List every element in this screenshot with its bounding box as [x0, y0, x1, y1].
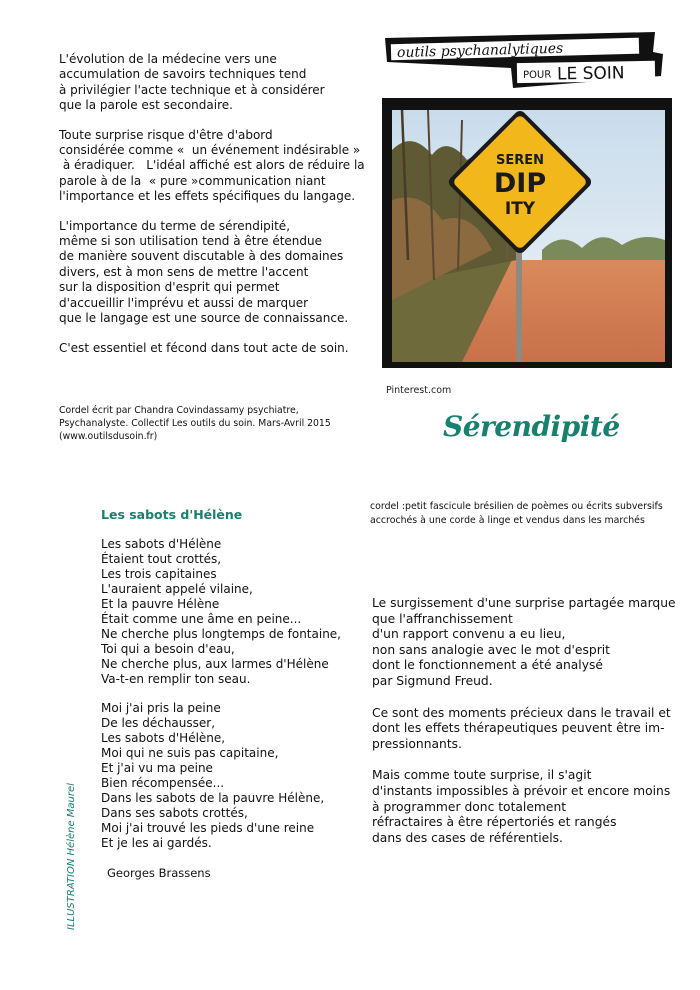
text-line: Va-t-en remplir ton seau.: [101, 672, 251, 686]
illustration-credit: ILLUSTRATION Hélène Maurel: [66, 783, 77, 930]
text-line: Mais comme toute surprise, il s'agit: [372, 768, 592, 783]
text-line: Était comme une âme en peine...: [101, 612, 302, 626]
text-line: Étaient tout crottés,: [101, 552, 222, 566]
text-line: Cordel écrit par Chandra Covindassamy psychiatre,: [59, 405, 299, 416]
text-line: Les sabots d'Hélène: [101, 537, 222, 551]
text-line: dans des cases de référentiels.: [372, 830, 563, 845]
poem-stanza: [101, 701, 341, 851]
poem-title: Les sabots d'Hélène: [101, 507, 243, 522]
text-line: par Sigmund Freud.: [372, 673, 493, 688]
text-line: de manière souvent discutable à des domaines: [59, 249, 344, 264]
right-column-text: [372, 596, 676, 862]
text-line: pressionnants.: [372, 736, 462, 751]
text-line: sur la disposition d'esprit qui permet: [59, 280, 280, 295]
text-line: Et j'ai vu ma peine: [101, 761, 213, 775]
text-line: parole à de la « pure »communication niant: [59, 173, 326, 188]
intro-text: [59, 52, 365, 370]
text-line: même si son utilisation tend à être étendue: [59, 234, 323, 249]
text-line: Ne cherche plus, aux larmes d'Hélène: [101, 657, 329, 671]
text-line: considérée comme « un événement indésirable »: [59, 143, 361, 158]
text-line: accrochés à une corde à linge et vendus dans les marchés: [370, 515, 645, 526]
intro-paragraph: [59, 127, 365, 205]
banner-line1: outils psychanalytiques: [396, 40, 564, 62]
text-line: (www.outilsdusoin.fr): [59, 430, 158, 442]
right-paragraph: [372, 706, 676, 753]
intro-paragraph: [59, 219, 349, 327]
text-line: non sans analogie avec le mot d'esprit: [372, 642, 610, 657]
text-line: Bien récompensée...: [101, 776, 225, 790]
text-line: d'un rapport convenu a eu lieu,: [372, 627, 566, 642]
text-line: dont les effets thérapeutiques peuvent être im-: [372, 721, 665, 736]
poem-stanza: [101, 537, 341, 687]
text-line: Dans ses sabots crottés,: [101, 806, 248, 820]
sign-line1: SEREN: [495, 153, 545, 168]
text-line: à programmer donc totalement: [372, 799, 567, 814]
text-line: Et la pauvre Hélène: [101, 597, 220, 611]
text-line: Les sabots d'Hélène,: [101, 731, 226, 745]
text-line: d'accueillir l'imprévu et aussi de marquer: [59, 295, 309, 310]
intro-paragraph: [59, 52, 349, 114]
poem-text: [101, 537, 341, 865]
serendipity-road-sign-photo: [392, 110, 665, 362]
text-line: divers, est à mon sens de mettre l'accent: [59, 264, 309, 279]
cordel-definition: [370, 500, 670, 528]
text-line: à privilégier l'acte technique et à considérer: [59, 82, 325, 97]
text-line: Moi qui ne suis pas capitaine,: [101, 746, 279, 760]
text-line: réfractaires à être répertoriés et rangés: [372, 815, 617, 830]
text-line: que la parole est secondaire.: [59, 98, 233, 113]
text-line: que l'affranchissement: [372, 611, 513, 626]
text-line: dont le fonctionnement a été analysé: [372, 658, 603, 673]
text-line: Ce sont des moments précieux dans le travail et: [372, 705, 671, 720]
text-line: De les déchausser,: [101, 716, 216, 730]
text-line: Psychanalyste. Collectif Les outils du soin. Mars-Avril 2015: [59, 417, 331, 429]
brand-banner: [383, 32, 665, 90]
text-line: L'importance du terme de sérendipité,: [59, 218, 291, 233]
banner-le-soin: LE SOIN: [556, 63, 625, 85]
text-line: cordel :petit fascicule brésilien de poèmes ou écrits subversifs: [370, 501, 663, 512]
text-line: Ne cherche plus longtemps de fontaine,: [101, 627, 341, 641]
text-line: Et je les ai gardés.: [101, 836, 212, 850]
text-line: que le langage est une source de connaissance.: [59, 311, 349, 326]
banner-pour: POUR: [522, 69, 552, 82]
text-line: Les trois capitaines: [101, 567, 217, 581]
photo-credit: Pinterest.com: [386, 385, 452, 396]
text-line: d'instants impossibles à prévoir et encore moins: [372, 783, 671, 798]
text-line: accumulation de savoirs techniques tend: [59, 67, 307, 82]
text-line: Toi qui a besoin d'eau,: [101, 642, 235, 656]
text-line: L'évolution de la médecine vers une: [59, 52, 277, 66]
main-title: Sérendipité: [443, 410, 620, 443]
text-line: Toute surprise risque d'être d'abord: [59, 127, 273, 142]
right-paragraph: [372, 768, 676, 846]
text-line: Dans les sabots de la pauvre Hélène,: [101, 791, 325, 805]
sign-line2: DIP: [493, 168, 547, 199]
sign-line3: ITY: [504, 199, 536, 219]
text-line: à éradiquer. L'idéal affiché est alors de réduire la: [59, 158, 365, 173]
text-line: Le surgissement d'une surprise partagée marque: [372, 596, 676, 610]
text-line: L'auraient appelé vilaine,: [101, 582, 253, 596]
author-credit: [59, 405, 329, 443]
text-line: l'importance et les effets spécifiques du langage.: [59, 189, 356, 204]
right-paragraph: [372, 596, 676, 690]
text-line: Moi j'ai trouvé les pieds d'une reine: [101, 821, 315, 835]
text-line: Moi j'ai pris la peine: [101, 701, 221, 715]
poem-author: Georges Brassens: [107, 866, 211, 880]
intro-paragraph: [59, 341, 349, 356]
text-line: C'est essentiel et fécond dans tout acte de soin.: [59, 340, 349, 355]
